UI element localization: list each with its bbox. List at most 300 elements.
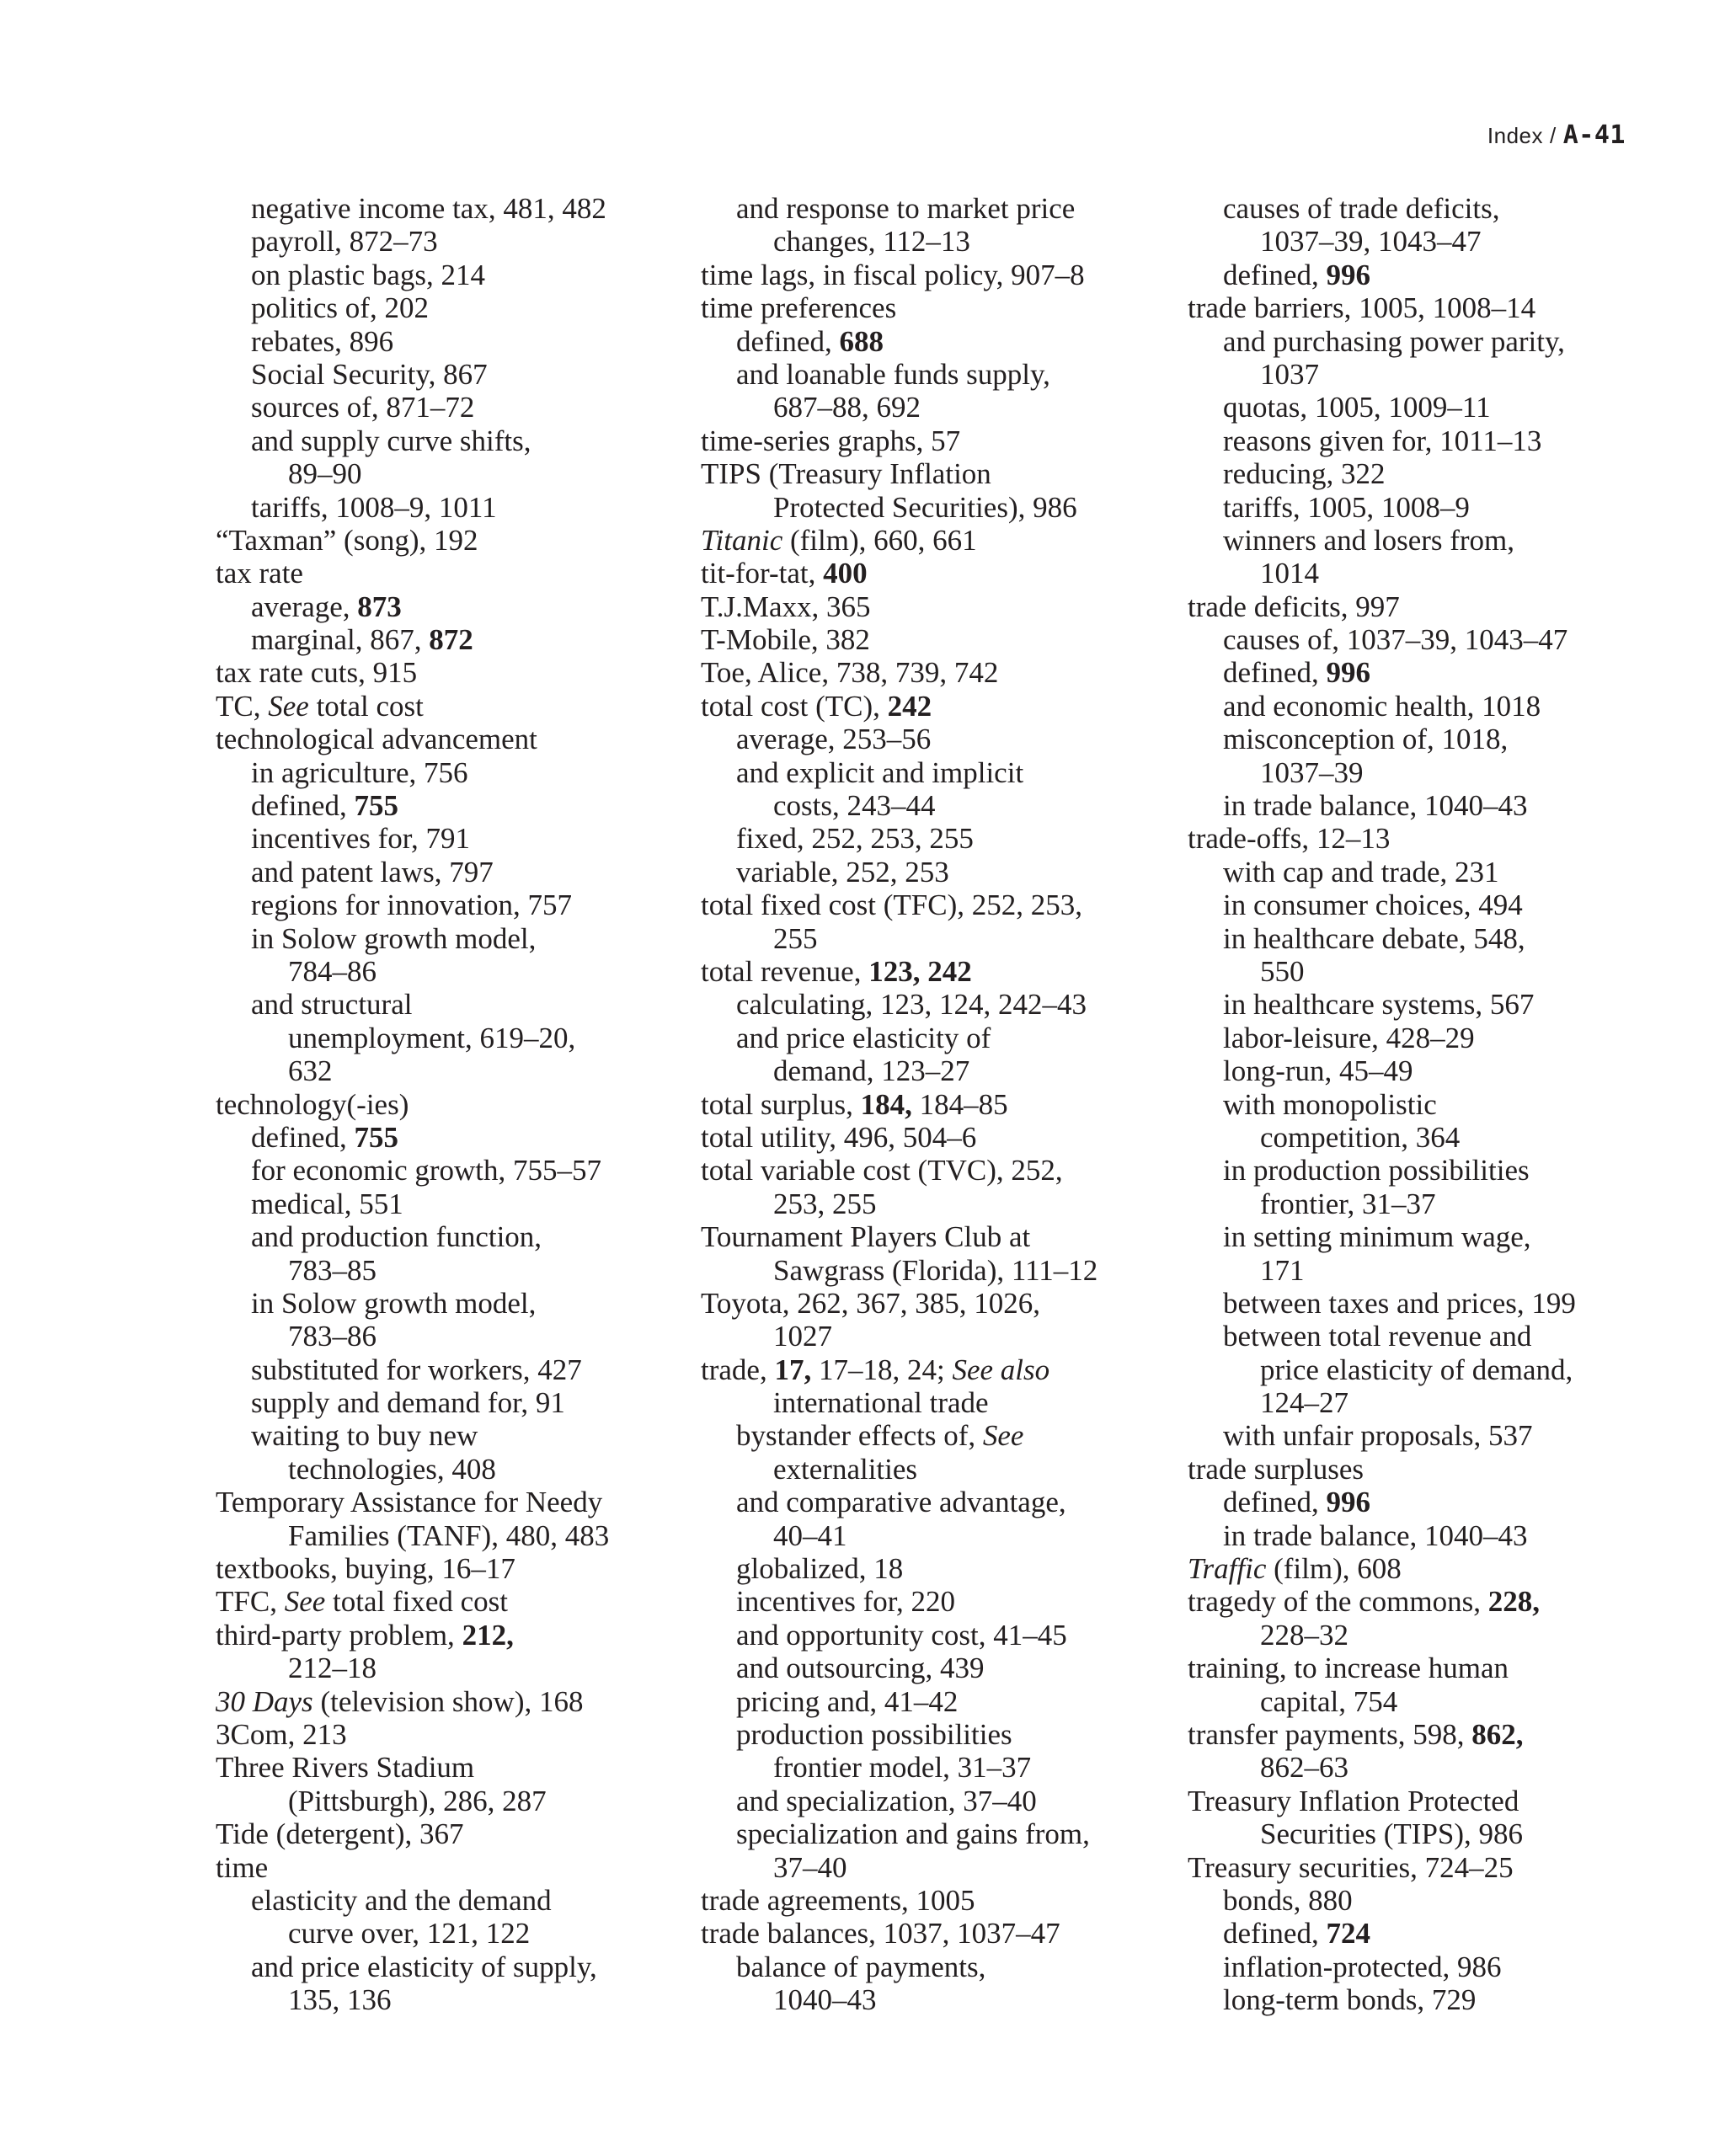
index-continuation	[1188, 1751, 1676, 1784]
index-subentry	[701, 1951, 1172, 1983]
entry-text: tax rate	[216, 557, 303, 590]
entry-text: average,	[251, 590, 358, 623]
index-subentry	[1188, 988, 1676, 1021]
index-continuation	[1188, 1353, 1676, 1386]
index-continuation	[701, 1320, 1172, 1353]
index-continuation	[701, 1386, 1172, 1419]
entry-text: defined,	[251, 1120, 355, 1154]
index-continuation	[701, 1187, 1172, 1220]
entry-text: 184–85	[911, 1087, 1008, 1121]
entry-text: medical, 551	[251, 1187, 403, 1220]
entry-text: pricing and, 41–42	[736, 1684, 959, 1718]
entry-text: with unfair proposals, 537	[1223, 1419, 1533, 1453]
index-subentry	[216, 259, 687, 291]
index-continuation	[701, 789, 1172, 822]
index-entry	[216, 1088, 687, 1121]
entry-text: 135, 136	[288, 1983, 392, 2017]
bold-page-ref: 688	[839, 324, 884, 358]
italic-text: See	[982, 1419, 1024, 1453]
entry-text: Securities (TIPS), 986	[1260, 1817, 1524, 1851]
bold-page-ref: 212,	[462, 1618, 514, 1652]
entry-text: time-series graphs, 57	[701, 424, 961, 457]
index-subentry	[216, 192, 687, 225]
bold-page-ref: 184,	[860, 1087, 912, 1121]
entry-text: Tournament Players Club at	[701, 1220, 1031, 1254]
index-entry	[701, 457, 1172, 490]
index-subentry	[1188, 1951, 1676, 1983]
index-subentry	[216, 1154, 687, 1187]
index-subentry	[216, 1220, 687, 1253]
entry-text: (film), 608	[1266, 1552, 1402, 1586]
index-continuation	[216, 1320, 687, 1353]
index-entry	[1188, 1652, 1676, 1684]
index-subentry	[1188, 1419, 1676, 1452]
index-subentry	[216, 1187, 687, 1220]
index-subentry	[1188, 1022, 1676, 1054]
index-entry	[1188, 291, 1676, 324]
index-continuation	[216, 1785, 687, 1817]
entry-text: in production possibilities	[1223, 1154, 1530, 1187]
index-column-3	[1188, 192, 1676, 2016]
entry-text: trade-offs, 12–13	[1188, 822, 1391, 856]
entry-text: tit-for-tat,	[701, 557, 824, 590]
entry-text: waiting to buy new	[251, 1419, 478, 1453]
index-subentry	[1188, 856, 1676, 889]
entry-text: total cost	[308, 689, 424, 723]
bold-page-ref: 996	[1326, 656, 1370, 690]
index-continuation	[701, 1054, 1172, 1087]
index-column-2	[701, 192, 1172, 2016]
entry-text: balance of payments,	[736, 1950, 986, 1983]
index-subentry	[701, 1785, 1172, 1817]
italic-text: See	[268, 689, 309, 723]
entry-text: marginal, 867,	[251, 623, 430, 657]
index-continuation	[701, 1751, 1172, 1784]
entry-text: 783–85	[288, 1253, 377, 1287]
index-subentry	[701, 723, 1172, 755]
entry-text: 1027	[773, 1320, 832, 1353]
index-entry	[701, 259, 1172, 291]
entry-text: and production function,	[251, 1220, 542, 1254]
index-subentry	[1188, 391, 1676, 424]
entry-text: trade,	[701, 1353, 775, 1386]
entry-text: incentives for, 220	[736, 1585, 956, 1619]
index-subentry	[1188, 690, 1676, 723]
entry-text: trade deficits, 997	[1188, 590, 1400, 623]
italic-text: See also	[952, 1353, 1050, 1386]
index-subentry	[216, 988, 687, 1021]
header-separator: /	[1550, 123, 1557, 148]
index-subentry	[1188, 325, 1676, 358]
index-entry	[701, 1287, 1172, 1320]
index-subentry	[701, 1585, 1172, 1618]
index-subentry	[1188, 1220, 1676, 1253]
entry-text: (film), 660, 661	[782, 523, 977, 557]
entry-text: technological advancement	[216, 723, 537, 756]
entry-text: time preferences	[701, 291, 897, 325]
entry-text: and supply curve shifts,	[251, 424, 531, 457]
index-subentry	[701, 856, 1172, 889]
entry-text: tax rate cuts, 915	[216, 656, 418, 690]
index-continuation	[216, 1652, 687, 1684]
entry-text: bystander effects of,	[736, 1419, 983, 1453]
entry-text: 1037	[1260, 357, 1319, 391]
index-subentry	[701, 1619, 1172, 1652]
bold-page-ref: 755	[354, 789, 398, 823]
entry-text: third-party problem,	[216, 1618, 462, 1652]
index-entry	[1188, 1785, 1676, 1817]
entry-text: total surplus,	[701, 1087, 861, 1121]
index-continuation	[1188, 955, 1676, 988]
index-entry	[701, 623, 1172, 656]
entry-text: Families (TANF), 480, 483	[288, 1518, 610, 1552]
index-continuation	[701, 225, 1172, 258]
entry-text: Treasury Inflation Protected	[1188, 1784, 1519, 1817]
entry-text: calculating, 123, 124, 242–43	[736, 988, 1087, 1022]
entry-text: defined,	[1223, 1486, 1327, 1519]
index-subentry	[1188, 1154, 1676, 1187]
index-subentry	[701, 1552, 1172, 1585]
page-number: A-41	[1562, 120, 1626, 150]
index-subentry	[216, 1121, 687, 1154]
index-subentry	[1188, 1486, 1676, 1518]
index-subentry	[1188, 1320, 1676, 1353]
index-continuation	[1188, 1386, 1676, 1419]
entry-text: 40–41	[773, 1518, 847, 1552]
index-subentry	[1188, 623, 1676, 656]
bold-page-ref: 755	[354, 1120, 398, 1154]
entry-text: 1040–43	[773, 1983, 877, 2017]
entry-text: and price elasticity of supply,	[251, 1950, 597, 1983]
index-continuation	[701, 1519, 1172, 1552]
entry-text: fixed, 252, 253, 255	[736, 822, 974, 856]
entry-text: long-run, 45–49	[1223, 1054, 1413, 1088]
index-subentry	[701, 1685, 1172, 1718]
entry-text: 171	[1260, 1253, 1305, 1287]
index-subentry	[701, 1652, 1172, 1684]
entry-text: 632	[288, 1054, 333, 1088]
entry-text: total utility, 496, 504–6	[701, 1120, 977, 1154]
entry-text: labor-leisure, 428–29	[1223, 1021, 1475, 1054]
bold-page-ref: 724	[1326, 1917, 1370, 1951]
entry-text: Social Security, 867	[251, 357, 488, 391]
index-continuation	[701, 1851, 1172, 1884]
italic-text: See	[284, 1585, 326, 1619]
entry-text: 784–86	[288, 954, 377, 988]
index-continuation	[701, 491, 1172, 524]
entry-text: 37–40	[773, 1850, 847, 1884]
entry-text: production possibilities	[736, 1717, 1012, 1751]
index-continuation	[216, 457, 687, 490]
entry-text: Toyota, 262, 367, 385, 1026,	[701, 1286, 1040, 1320]
entry-text: and response to market price	[736, 192, 1076, 225]
index-entry	[216, 1817, 687, 1850]
entry-text: winners and losers from,	[1223, 523, 1515, 557]
entry-text: 687–88, 692	[773, 391, 921, 424]
index-entry	[701, 690, 1172, 723]
index-subentry	[216, 856, 687, 889]
index-entry	[216, 557, 687, 590]
index-entry	[701, 1884, 1172, 1917]
index-continuation	[216, 1983, 687, 2016]
entry-text: inflation-protected, 986	[1223, 1950, 1502, 1983]
entry-text: tragedy of the commons,	[1188, 1585, 1488, 1619]
entry-text: 3Com, 213	[216, 1717, 347, 1751]
entry-text: 17–18, 24;	[811, 1353, 953, 1386]
entry-text: 255	[773, 921, 818, 955]
index-subentry	[216, 358, 687, 391]
entry-text: in setting minimum wage,	[1223, 1220, 1531, 1254]
index-subentry	[216, 424, 687, 457]
bold-page-ref: 862,	[1471, 1717, 1524, 1751]
index-subentry	[216, 922, 687, 955]
entry-text: and patent laws, 797	[251, 855, 494, 889]
index-entry	[216, 656, 687, 689]
bold-page-ref: 996	[1326, 1486, 1370, 1519]
index-entry	[216, 1685, 687, 1718]
entry-text: reasons given for, 1011–13	[1223, 424, 1542, 457]
index-continuation	[216, 1519, 687, 1552]
index-subentry	[216, 491, 687, 524]
entry-text: causes of, 1037–39, 1043–47	[1223, 623, 1568, 657]
index-continuation	[1188, 1254, 1676, 1287]
index-subentry	[701, 325, 1172, 358]
index-subentry	[216, 822, 687, 855]
index-entry	[216, 1619, 687, 1652]
italic-text: 30 Days	[216, 1684, 313, 1718]
entry-text: international trade	[773, 1386, 989, 1420]
index-continuation	[701, 1983, 1172, 2016]
entry-text: T.J.Maxx, 365	[701, 590, 871, 623]
entry-text: and loanable funds supply,	[736, 357, 1050, 391]
entry-text: defined,	[1223, 1917, 1327, 1951]
entry-text: specialization and gains from,	[736, 1817, 1090, 1851]
index-subentry	[1188, 192, 1676, 225]
index-continuation	[1188, 1685, 1676, 1718]
index-subentry	[1188, 491, 1676, 524]
index-subentry	[216, 325, 687, 358]
index-continuation	[1188, 225, 1676, 258]
entry-text: 89–90	[288, 457, 362, 491]
index-subentry	[216, 590, 687, 623]
entry-text: quotas, 1005, 1009–11	[1223, 391, 1491, 424]
index-entry	[701, 1088, 1172, 1121]
entry-text: 1014	[1260, 557, 1319, 590]
entry-text: and outsourcing, 439	[736, 1652, 985, 1685]
index-entry	[1188, 1552, 1676, 1585]
index-entry	[216, 1851, 687, 1884]
index-subentry	[216, 1353, 687, 1386]
bold-page-ref: 242	[887, 689, 932, 723]
entry-text: between taxes and prices, 199	[1223, 1286, 1576, 1320]
entry-text: Sawgrass (Florida), 111–12	[773, 1253, 1098, 1287]
entry-text: defined,	[1223, 258, 1327, 291]
entry-text: capital, 754	[1260, 1684, 1398, 1718]
index-subentry	[1188, 656, 1676, 689]
entry-text: in Solow growth model,	[251, 1286, 537, 1320]
entry-text: time lags, in fiscal policy, 907–8	[701, 258, 1085, 291]
entry-text: Temporary Assistance for Needy	[216, 1486, 603, 1519]
entry-text: transfer payments, 598,	[1188, 1717, 1472, 1751]
bold-page-ref: 873	[357, 590, 402, 623]
entry-text: in trade balance, 1040–43	[1223, 1518, 1528, 1552]
entry-text: long-term bonds, 729	[1223, 1983, 1477, 2017]
bold-page-ref: 872	[429, 623, 473, 657]
index-subentry	[216, 1287, 687, 1320]
index-entry	[701, 524, 1172, 557]
index-continuation	[216, 1054, 687, 1087]
index-subentry	[216, 291, 687, 324]
index-subentry	[701, 192, 1172, 225]
index-entry	[1188, 590, 1676, 623]
index-subentry	[1188, 1983, 1676, 2016]
index-entry	[1188, 1718, 1676, 1751]
index-entry	[1188, 1585, 1676, 1618]
entry-text: in healthcare systems, 567	[1223, 988, 1535, 1022]
index-entry	[701, 1220, 1172, 1253]
entry-text: regions for innovation, 757	[251, 889, 573, 922]
entry-text: and price elasticity of	[736, 1021, 991, 1054]
entry-text: trade agreements, 1005	[701, 1883, 975, 1917]
entry-text: rebates, 896	[251, 324, 394, 358]
bold-page-ref: 400	[823, 557, 868, 590]
index-subentry	[1188, 457, 1676, 490]
entry-text: defined,	[1223, 656, 1327, 690]
entry-text: demand, 123–27	[773, 1054, 970, 1088]
index-entry	[1188, 822, 1676, 855]
entry-text: total variable cost (TVC), 252,	[701, 1154, 1063, 1187]
index-subentry	[1188, 424, 1676, 457]
entry-text: technology(-ies)	[216, 1087, 409, 1121]
index-continuation	[1188, 1187, 1676, 1220]
entry-text: and structural	[251, 988, 413, 1022]
entry-text: reducing, 322	[1223, 457, 1386, 491]
index-subentry	[701, 756, 1172, 789]
index-entry	[216, 723, 687, 755]
entry-text: total revenue,	[701, 954, 869, 988]
index-continuation	[701, 922, 1172, 955]
index-entry	[701, 291, 1172, 324]
index-entry	[216, 1585, 687, 1618]
index-entry	[701, 889, 1172, 921]
entry-text: misconception of, 1018,	[1223, 723, 1509, 756]
index-entry	[701, 1154, 1172, 1187]
index-continuation	[701, 391, 1172, 424]
entry-text: 1037–39	[1260, 755, 1364, 789]
entry-text: curve over, 121, 122	[288, 1917, 531, 1951]
index-subentry	[701, 988, 1172, 1021]
bold-page-ref: 228,	[1487, 1585, 1540, 1619]
entry-text: externalities	[773, 1452, 918, 1486]
entry-text: and opportunity cost, 41–45	[736, 1618, 1067, 1652]
index-continuation	[216, 955, 687, 988]
entry-text: unemployment, 619–20,	[288, 1021, 576, 1054]
entry-text: “Taxman” (song), 192	[216, 523, 478, 557]
entry-text: supply and demand for, 91	[251, 1386, 565, 1420]
index-subentry	[1188, 259, 1676, 291]
bold-page-ref: 17,	[774, 1353, 812, 1386]
entry-text: tariffs, 1005, 1008–9	[1223, 490, 1470, 524]
index-subentry	[216, 1884, 687, 1917]
entry-text: incentives for, 791	[251, 822, 471, 856]
entry-text: globalized, 18	[736, 1552, 904, 1586]
index-subentry	[1188, 1519, 1676, 1552]
index-continuation	[216, 1453, 687, 1486]
index-subentry	[701, 1718, 1172, 1751]
index-entry	[216, 524, 687, 557]
index-subentry	[1188, 524, 1676, 557]
index-entry	[701, 656, 1172, 689]
index-entry	[216, 1718, 687, 1751]
index-subentry	[1188, 1088, 1676, 1121]
entry-text: 228–32	[1260, 1618, 1348, 1652]
index-subentry	[1188, 922, 1676, 955]
index-subentry	[701, 1817, 1172, 1850]
entry-text: causes of trade deficits,	[1223, 192, 1500, 225]
index-subentry	[216, 889, 687, 921]
index-continuation	[1188, 1817, 1676, 1850]
entry-text: for economic growth, 755–57	[251, 1154, 602, 1187]
entry-text: total fixed cost (TFC), 252, 253,	[701, 889, 1083, 922]
entry-text: substituted for workers, 427	[251, 1353, 582, 1386]
entry-text: 212–18	[288, 1652, 377, 1685]
entry-text: trade balances, 1037, 1037–47	[701, 1917, 1060, 1951]
index-continuation	[1188, 756, 1676, 789]
index-subentry	[216, 1951, 687, 1983]
entry-text: in consumer choices, 494	[1223, 889, 1523, 922]
index-entry	[1188, 1851, 1676, 1884]
entry-text: TIPS (Treasury Inflation	[701, 457, 991, 491]
entry-text: and comparative advantage,	[736, 1486, 1066, 1519]
entry-text: price elasticity of demand,	[1260, 1353, 1573, 1386]
entry-text: textbooks, buying, 16–17	[216, 1552, 515, 1586]
entry-text: 783–86	[288, 1320, 377, 1353]
index-subentry	[1188, 723, 1676, 755]
bold-page-ref: 123, 242	[868, 954, 972, 988]
entry-text: bonds, 880	[1223, 1883, 1353, 1917]
index-continuation	[1188, 1121, 1676, 1154]
index-subentry	[1188, 889, 1676, 921]
entry-text: Toe, Alice, 738, 739, 742	[701, 656, 999, 690]
index-subentry	[216, 789, 687, 822]
entry-text: tariffs, 1008–9, 1011	[251, 490, 497, 524]
entry-text: competition, 364	[1260, 1120, 1461, 1154]
index-entry	[216, 1552, 687, 1585]
entry-text: 253, 255	[773, 1187, 877, 1220]
entry-text: Three Rivers Stadium	[216, 1751, 475, 1785]
index-continuation	[216, 1254, 687, 1287]
index-entry	[1188, 1453, 1676, 1486]
running-header	[1487, 120, 1626, 150]
index-entry	[701, 557, 1172, 590]
index-subentry	[701, 1486, 1172, 1518]
entry-text: 550	[1260, 954, 1305, 988]
index-subentry	[1188, 1917, 1676, 1950]
entry-text: (television show), 168	[312, 1684, 584, 1718]
entry-text: T-Mobile, 382	[701, 623, 870, 657]
entry-text: (Pittsburgh), 286, 287	[288, 1784, 547, 1817]
entry-text: defined,	[251, 789, 355, 823]
index-subentry	[1188, 1287, 1676, 1320]
index-continuation	[1188, 1619, 1676, 1652]
index-column-1	[216, 192, 687, 2016]
entry-text: 1037–39, 1043–47	[1260, 225, 1482, 259]
entry-text: politics of, 202	[251, 291, 429, 325]
entry-text: frontier, 31–37	[1260, 1187, 1436, 1220]
index-entry	[701, 1353, 1172, 1386]
entry-text: in Solow growth model,	[251, 921, 537, 955]
index-entry	[701, 955, 1172, 988]
